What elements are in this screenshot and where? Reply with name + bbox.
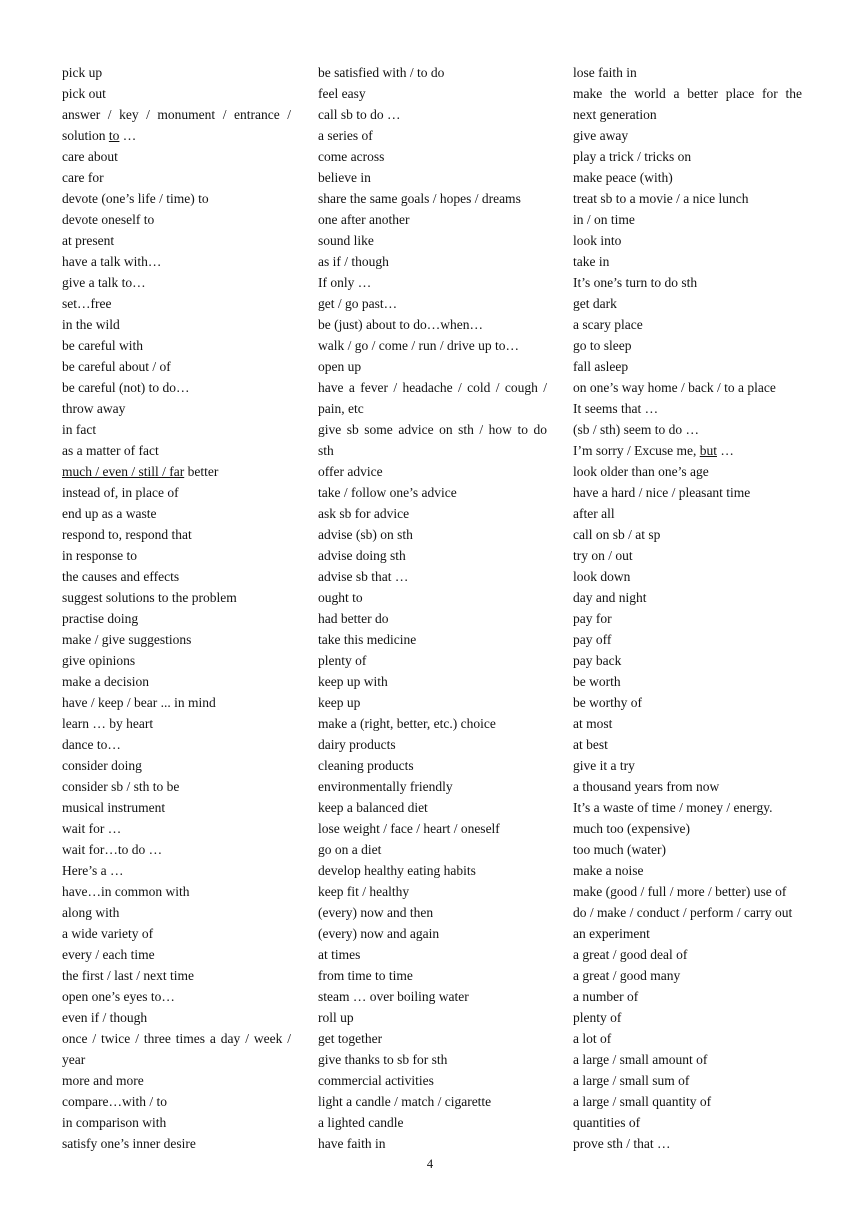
underlined-text: but (699, 443, 717, 458)
phrase-line: much too (expensive) (573, 821, 690, 836)
phrase-line: call on sb / at sp (573, 527, 661, 542)
phrase-text: better (184, 464, 219, 479)
phrase-line: an experiment (573, 926, 650, 941)
phrase-line: play a trick / tricks on (573, 149, 692, 164)
phrase-line: give thanks to sb for sth (318, 1052, 448, 1067)
phrase-line: It seems that … (573, 401, 659, 416)
phrase-line: keep a balanced diet (318, 800, 428, 815)
phrase-line: devote (one’s life / time) to (62, 191, 209, 206)
phrase-line: make peace (with) (573, 170, 673, 185)
phrase-line: too much (water) (573, 842, 666, 857)
phrase-line: pay off (573, 632, 612, 647)
phrase-line: roll up (318, 1010, 354, 1025)
phrase-line: learn … by heart (62, 716, 154, 731)
phrase-line: open up (318, 359, 362, 374)
phrase-line: give sb some advice on sth / how to do (318, 422, 547, 437)
phrase-line: give a talk to… (62, 275, 146, 290)
phrase-line: make the world a better place for the (573, 86, 802, 101)
phrase-line: even if / though (62, 1010, 148, 1025)
phrase-line: dairy products (318, 737, 396, 752)
phrase-line: It’s a waste of time / money / energy. (573, 800, 773, 815)
phrase-line: keep fit / healthy (318, 884, 410, 899)
phrase-line: lose weight / face / heart / oneself (318, 821, 500, 836)
phrase-line: go to sleep (573, 338, 632, 353)
phrase-line: a thousand years from now (573, 779, 720, 794)
phrase-line: end up as a waste (62, 506, 157, 521)
phrase-line: as a matter of fact (62, 443, 159, 458)
phrase-line: have a hard / nice / pleasant time (573, 485, 751, 500)
phrase-text: … (119, 128, 137, 143)
phrase-line: ought to (318, 590, 363, 605)
phrase-line: make a decision (62, 674, 149, 689)
phrase-line: (sb / sth) seem to do … (573, 422, 699, 437)
phrase-line: next generation (573, 107, 657, 122)
phrase-line: get / go past… (318, 296, 398, 311)
phrase-line: Here’s a … (62, 863, 124, 878)
phrase-line (62, 125, 291, 146)
phrase-text: solution (62, 128, 109, 143)
phrase-line: from time to time (318, 968, 413, 983)
phrase-line: advise (sb) on sth (318, 527, 413, 542)
phrase-line: every / each time (62, 947, 155, 962)
phrase-line: have a talk with… (62, 254, 162, 269)
phrase-line: devote oneself to (62, 212, 155, 227)
phrase-line: If only … (318, 275, 372, 290)
phrase-line: go on a diet (318, 842, 382, 857)
phrase-line: set…free (62, 296, 112, 311)
underlined-text: much / even / still / far (62, 464, 185, 479)
phrase-line: come across (318, 149, 385, 164)
phrase-line: one after another (318, 212, 410, 227)
phrase-line: try on / out (573, 548, 633, 563)
phrase-line: along with (62, 905, 120, 920)
phrase-line: be satisfied with / to do (318, 65, 445, 80)
phrase-line: be worth (573, 674, 621, 689)
phrase-line: take in (573, 254, 610, 269)
phrase-line: suggest solutions to the problem (62, 590, 237, 605)
phrase-line: steam … over boiling water (318, 989, 469, 1004)
phrase-line: fall asleep (573, 359, 629, 374)
phrase-column-2 (318, 62, 547, 1154)
underlined-text: to (108, 128, 120, 143)
phrase-line: year (62, 1052, 86, 1067)
phrase-line: be careful with (62, 338, 143, 353)
phrase-line: a number of (573, 989, 639, 1004)
phrase-line: at most (573, 716, 613, 731)
phrase-line: more and more (62, 1073, 144, 1088)
phrase-column-1 (62, 62, 291, 1154)
phrase-line: be worthy of (573, 695, 642, 710)
phrase-line: look older than one’s age (573, 464, 709, 479)
phrase-line: on one’s way home / back / to a place (573, 380, 776, 395)
phrase-line: prove sth / that … (573, 1136, 671, 1151)
phrase-line: have…in common with (62, 884, 190, 899)
phrase-line: take this medicine (318, 632, 417, 647)
phrase-line: in / on time (573, 212, 635, 227)
phrase-line: make a noise (573, 863, 644, 878)
phrase-line: a lot of (573, 1031, 612, 1046)
phrase-line: a series of (318, 128, 373, 143)
phrase-line: sound like (318, 233, 374, 248)
phrase-line: plenty of (573, 1010, 622, 1025)
phrase-line: consider doing (62, 758, 142, 773)
phrase-line: a great / good deal of (573, 947, 688, 962)
phrase-line: a large / small sum of (573, 1073, 690, 1088)
phrase-line: believe in (318, 170, 371, 185)
phrase-line: make / give suggestions (62, 632, 192, 647)
phrase-line: look into (573, 233, 622, 248)
phrase-line: share the same goals / hopes / dreams (318, 191, 521, 206)
phrase-line: throw away (62, 401, 126, 416)
phrase-line: develop healthy eating habits (318, 863, 476, 878)
phrase-line: respond to, respond that (62, 527, 192, 542)
phrase-line: compare…with / to (62, 1094, 167, 1109)
phrase-line: do / make / conduct / perform / carry out (573, 905, 793, 920)
phrase-line: pick out (62, 86, 106, 101)
phrase-line: care for (62, 170, 104, 185)
phrase-line: It’s one’s turn to do sth (573, 275, 698, 290)
phrase-line: satisfy one’s inner desire (62, 1136, 196, 1151)
phrase-line: call sb to do … (318, 107, 401, 122)
phrase-line: wait for…to do … (62, 842, 163, 857)
phrase-text: … (716, 443, 734, 458)
phrase-line: pain, etc (318, 401, 364, 416)
phrase-line: in comparison with (62, 1115, 167, 1130)
phrase-line (62, 461, 291, 482)
phrase-line: (every) now and then (318, 905, 434, 920)
phrase-line: pick up (62, 65, 103, 80)
phrase-line: get together (318, 1031, 383, 1046)
phrase-line: treat sb to a movie / a nice lunch (573, 191, 749, 206)
phrase-line: quantities of (573, 1115, 641, 1130)
phrase-line: (every) now and again (318, 926, 440, 941)
phrase-line: advise sb that … (318, 569, 409, 584)
phrase-line: look down (573, 569, 631, 584)
page-number: 4 (426, 1157, 434, 1171)
phrase-line: be (just) about to do…when… (318, 317, 483, 332)
phrase-line: light a candle / match / cigarette (318, 1094, 492, 1109)
phrase-line: open one’s eyes to… (62, 989, 175, 1004)
phrase-line: at present (62, 233, 115, 248)
phrase-line: have / keep / bear ... in mind (62, 695, 216, 710)
phrase-line: wait for … (62, 821, 122, 836)
phrase-line: in the wild (62, 317, 120, 332)
phrase-line: give it a try (573, 758, 635, 773)
phrase-line: a scary place (573, 317, 643, 332)
phrase-line: make (good / full / more / better) use of (573, 884, 787, 899)
phrase-line: be careful about / of (62, 359, 171, 374)
phrase-line: as if / though (318, 254, 389, 269)
phrase-line: give opinions (62, 653, 136, 668)
phrase-text: I’m sorry / Excuse me, (573, 443, 700, 458)
phrase-line: offer advice (318, 464, 383, 479)
phrase-line: advise doing sth (318, 548, 406, 563)
phrase-line: have faith in (318, 1136, 386, 1151)
phrase-line: once / twice / three times a day / week / (62, 1031, 291, 1046)
phrase-line: a wide variety of (62, 926, 154, 941)
phrase-line: had better do (318, 611, 389, 626)
phrase-line: pay for (573, 611, 612, 626)
phrase-line: dance to… (62, 737, 121, 752)
phrase-line: a large / small amount of (573, 1052, 708, 1067)
phrase-line: be careful (not) to do… (62, 380, 190, 395)
phrase-column-3 (573, 62, 802, 1154)
phrase-line: keep up with (318, 674, 388, 689)
phrase-line: keep up (318, 695, 361, 710)
phrase-line (573, 440, 802, 461)
phrase-line: a large / small quantity of (573, 1094, 712, 1109)
phrase-line: instead of, in place of (62, 485, 179, 500)
phrase-line: at times (318, 947, 361, 962)
phrase-line: walk / go / come / run / drive up to… (318, 338, 519, 353)
phrase-line: feel easy (318, 86, 366, 101)
phrase-line: a great / good many (573, 968, 681, 983)
phrase-line: take / follow one’s advice (318, 485, 457, 500)
phrase-line: make a (right, better, etc.) choice (318, 716, 496, 731)
phrase-line: sth (318, 443, 334, 458)
phrase-line: answer / key / monument / entrance / (62, 107, 291, 122)
phrase-line: care about (62, 149, 118, 164)
phrase-line: in fact (62, 422, 97, 437)
phrase-line: ask sb for advice (318, 506, 410, 521)
phrase-line: a lighted candle (318, 1115, 404, 1130)
phrase-line: cleaning products (318, 758, 414, 773)
phrase-line: practise doing (62, 611, 139, 626)
phrase-line: lose faith in (573, 65, 637, 80)
phrase-line: have a fever / headache / cold / cough / (318, 380, 547, 395)
phrase-line: commercial activities (318, 1073, 434, 1088)
phrase-line: day and night (573, 590, 647, 605)
phrase-line: the first / last / next time (62, 968, 194, 983)
phrase-line: after all (573, 506, 615, 521)
phrase-line: get dark (573, 296, 617, 311)
phrase-line: environmentally friendly (318, 779, 453, 794)
phrase-line: musical instrument (62, 800, 166, 815)
phrase-line: at best (573, 737, 608, 752)
phrase-line: consider sb / sth to be (62, 779, 180, 794)
phrase-line: plenty of (318, 653, 367, 668)
phrase-line: give away (573, 128, 629, 143)
phrase-line: pay back (573, 653, 622, 668)
phrase-line: the causes and effects (62, 569, 180, 584)
phrase-line: in response to (62, 548, 137, 563)
